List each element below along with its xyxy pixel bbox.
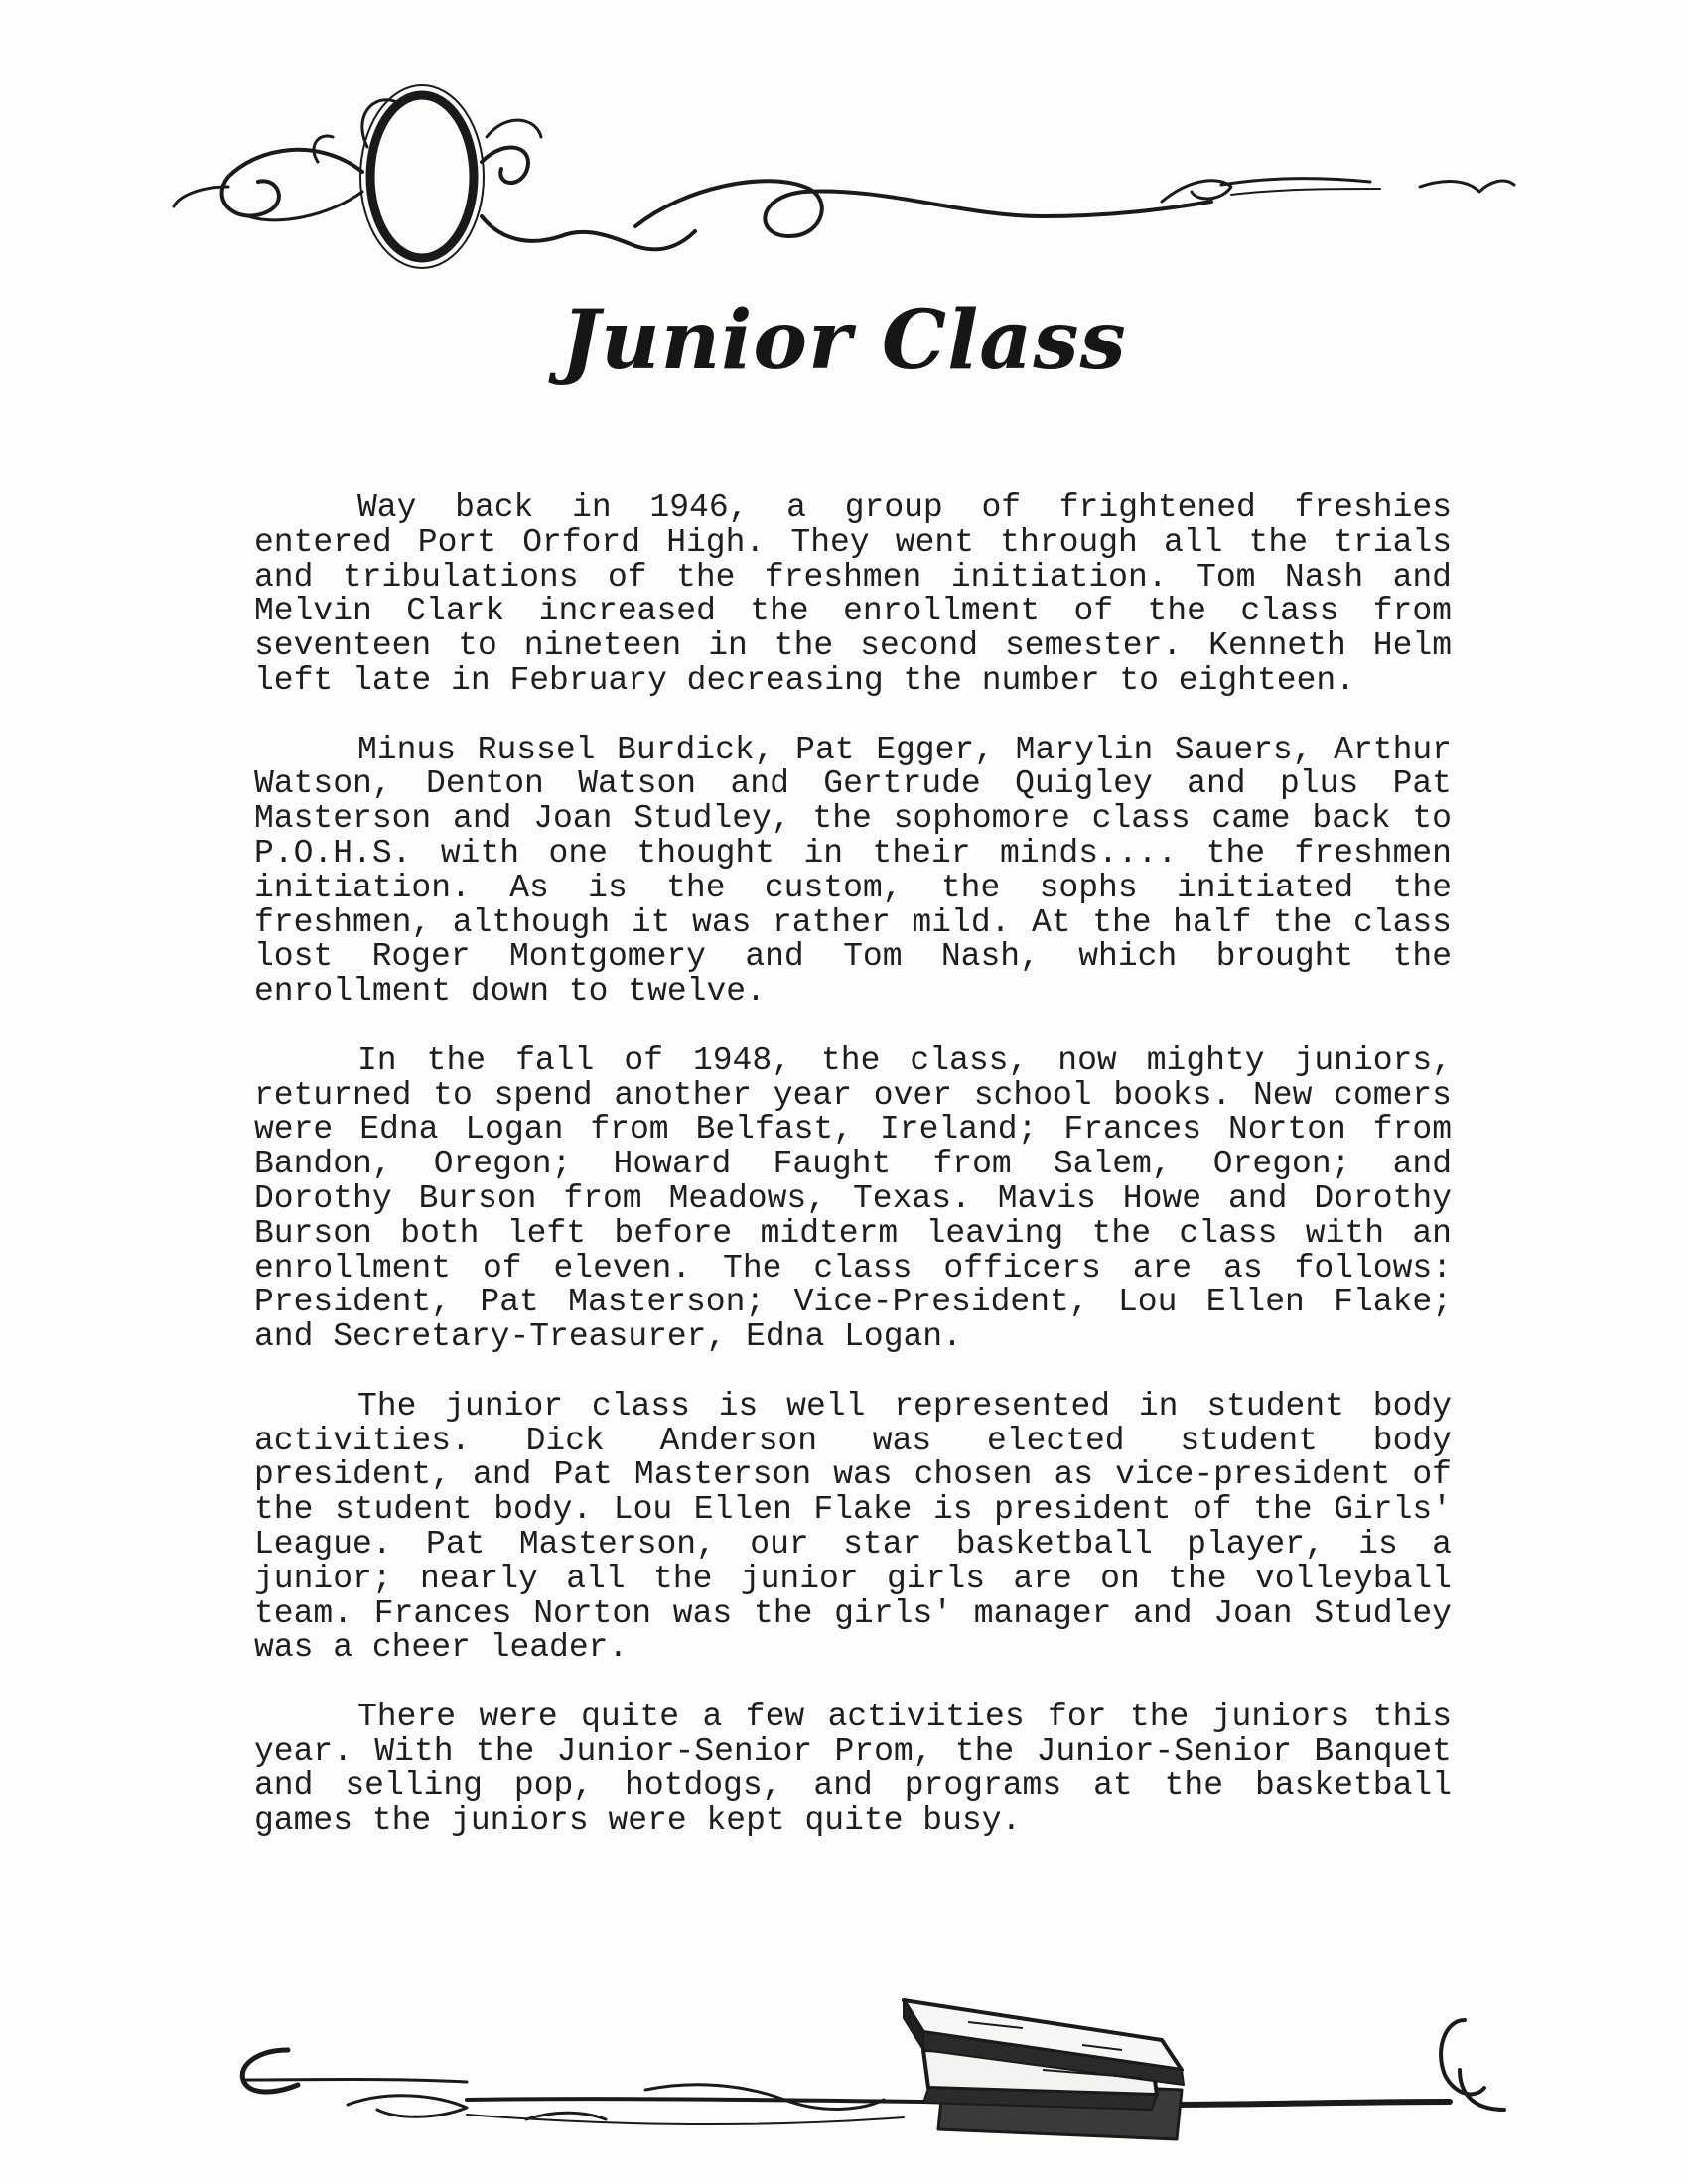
oval-frame-icon [370,95,474,258]
body-text [254,491,1452,1873]
paragraph-4: The junior class is well represented in student body activities. Dick Anderson was elected student body president, and Pat Masterson was chosen as vice-president of the student body. Lou Ellen Flake is president of the Girls' League. Pat Masterson, our star basketball player, is a junior; nearly all the junior girls are on the volleyball team. Frances Norton was the girls' manager and Joan Studley was a cheer leader. [254,1387,1452,1667]
paragraph-3: In the fall of 1948, the class, now mighty juniors, returned to spend another year over school books. New comers were Edna Logan from Belfast, Ireland; Frances Norton from Bandon, Oregon; Howard Faught from Salem, Oregon; and Dorothy Burson from Meadows, Texas. Mavis Howe and Dorothy Burson both left before midterm leaving the class with an enrollment of eleven. The class officers are as follows: President, Pat Masterson; Vice-President, Lou Ellen Flake; and Secretary-Treasurer, Edna Logan. [254,1041,1452,1356]
bottom-scroll-ornament [228,1971,1559,2149]
paragraph-5: There were quite a few activities for the juniors this year. With the Junior-Senior Prom, the Junior-Senior Banquet and selling pop, hotdogs, and programs at the basketball games the juniors were kept quite busy. [254,1698,1452,1840]
top-scroll-ornament [169,77,1539,286]
paragraph-2: Minus Russel Burdick, Pat Egger, Marylin Sauers, Arthur Watson, Denton Watson and Gertrude Quigley and plus Pat Masterson and Joan Studley, the sophomore class came back to P.O.H.S. with one thought in their minds.... the freshmen initiation. As is the custom, the sophs initiated the freshmen, although it was rather mild. At the half the class lost Roger Montgomery and Tom Nash, which brought the enrollment down to twelve. [254,731,1452,1011]
book-stack-icon [904,2000,1184,2139]
paragraph-1: Way back in 1946, a group of frightened freshies entered Port Orford High. They went through all the trials and tribulations of the freshmen initiation. Tom Nash and Melvin Clark increased the enrollment of the class from seventeen to nineteen in the second semester. Kenneth Helm left late in February decreasing the number to eighteen. [254,489,1452,699]
page-title: Junior Class [561,293,1127,388]
